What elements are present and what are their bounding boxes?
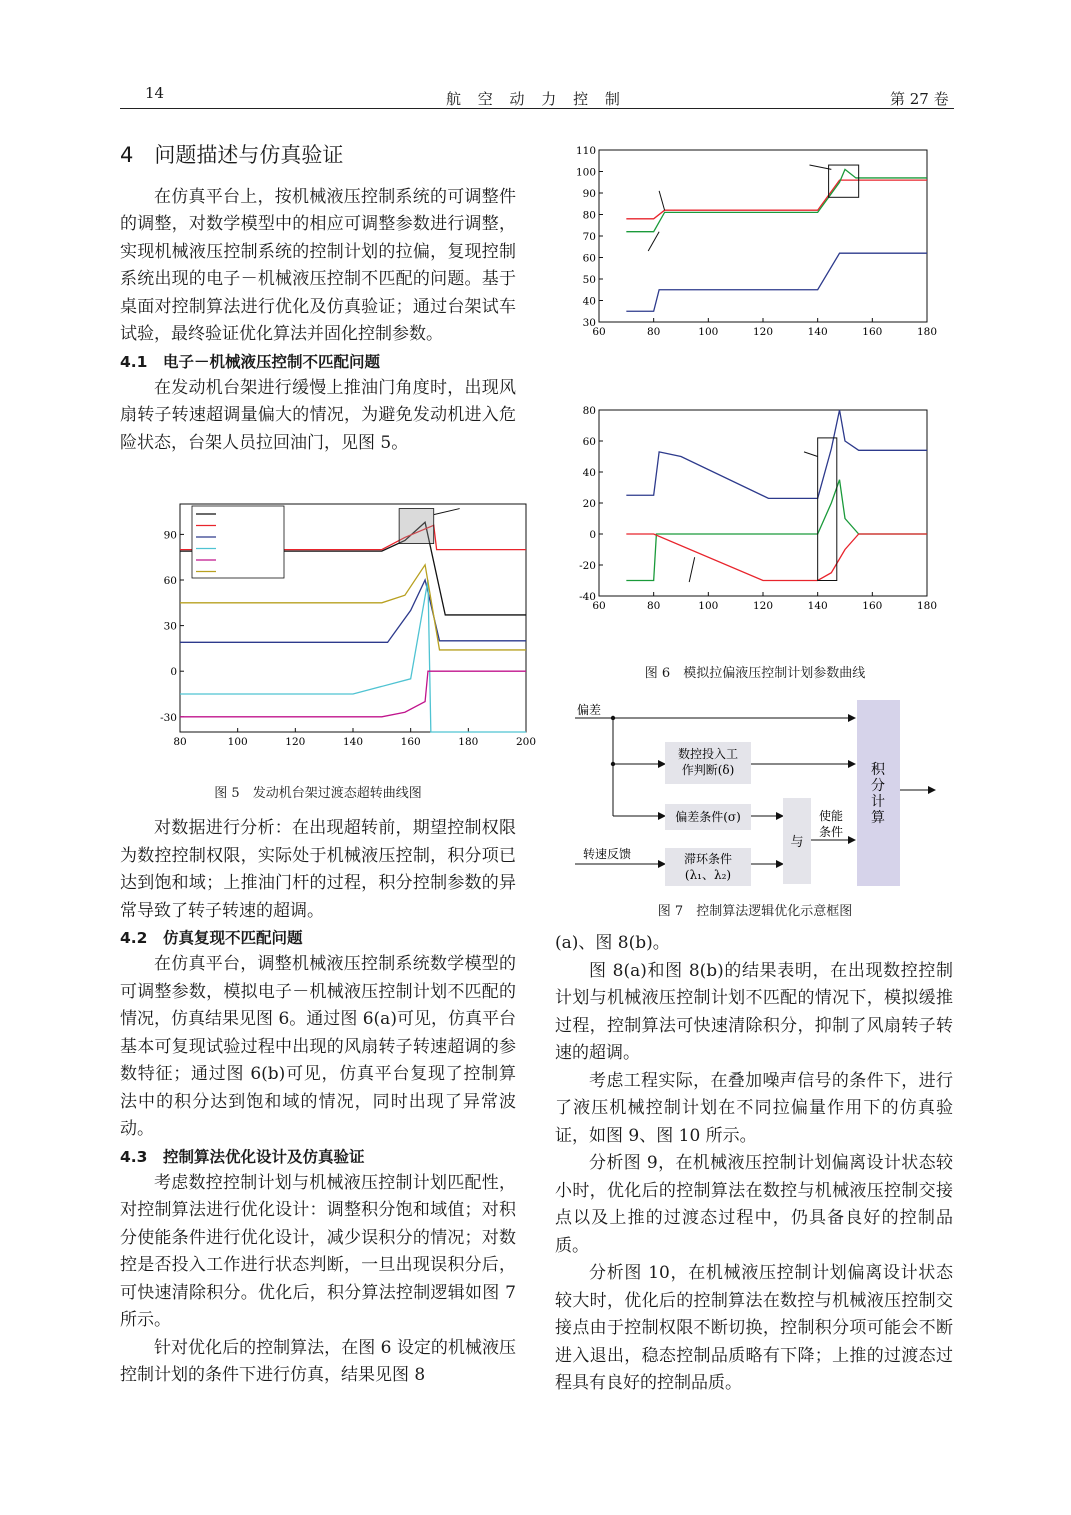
series-line	[626, 410, 927, 498]
y-tick-label: 60	[163, 575, 177, 587]
x-tick-label: 100	[227, 736, 248, 748]
block-nc-judge-line1: 数控投入工	[677, 747, 739, 761]
x-tick-label: 140	[807, 326, 828, 338]
y-tick-label: -20	[579, 560, 596, 572]
series-line	[626, 253, 927, 311]
figure-6-caption: 图 6 模拟拉偏液压控制计划参数曲线	[644, 666, 866, 681]
block-bias-condition-label: 偏差条件(σ)	[675, 810, 741, 824]
y-tick-label: 90	[582, 188, 596, 200]
block-hysteresis-line2: (λ₁、λ₂)	[684, 868, 732, 882]
series-line	[626, 169, 927, 231]
x-tick-label: 200	[515, 736, 537, 748]
x-tick-label: 180	[458, 736, 479, 748]
paragraph: 考虑工程实际，在叠加噪声信号的条件下，进行了液压机械控制计划在不同拉偏量作用下的仿真验证，如图 9、图 10 所示。	[555, 1070, 953, 1146]
plot-frame	[599, 410, 927, 596]
y-tick-label: 40	[582, 295, 596, 308]
y-tick-label: 30	[163, 620, 177, 633]
y-tick-label: 0	[170, 666, 177, 679]
paragraph: 分析图 10，在机械液压控制计划偏离设计状态较大时，优化后的控制算法在数控与机械液压控制交接点由于控制权限不断切换，控制积分项可能会不断进入退出，稳态控制品质略有下降；上推的过渡态过程具有良好的控制品质。	[555, 1263, 953, 1393]
y-tick-label: 0	[589, 529, 596, 541]
y-tick-label: 70	[582, 231, 596, 243]
series-line	[180, 580, 526, 642]
figure-6b-chart	[555, 390, 955, 655]
x-tick-label: 80	[646, 326, 661, 338]
section-title: 4 问题描述与仿真验证	[120, 143, 344, 167]
paragraph: 在仿真平台上，按机械液压控制系统的可调整件的调整，对数学模型中的相应可调整参数进行调整，实现机械液压控制系统的控制计划的拉偏，复现控制系统出现的电子－机械液压控制不匹配的问题。基于桌面对控制算法进行优化及仿真验证；通过台架试车试验，最终验证优化算法并固化控制参数。	[120, 186, 516, 344]
y-tick-label: 80	[582, 405, 596, 417]
label-enable-1: 使能	[818, 809, 844, 823]
x-tick-label: 140	[807, 600, 828, 612]
subsection-title: 4.2 仿真复现不匹配问题	[120, 929, 303, 947]
figure-7-diagram	[555, 698, 955, 893]
paragraph: 分析图 9，在机械液压控制计划偏离设计状态较小时，优化后的控制算法在数控与机械液压控制交接点以及上推的过渡态过程中，仍具备良好的控制品质。	[555, 1153, 953, 1256]
block-and-label: 与	[790, 835, 804, 850]
y-tick-label: 110	[575, 145, 596, 157]
block-integral-char: 算	[871, 810, 885, 826]
paragraph: 对数据进行分析：在出现超转前，期望控制权限为数控控制权限，实际处于机械液压控制，积分项已达到饱和域；上推油门杆的过程，积分控制参数的异常导致了转子转速的超调。	[120, 818, 516, 921]
left-column-bottom	[120, 815, 516, 1390]
label-bias: 偏差	[577, 703, 602, 717]
series-line	[626, 534, 927, 581]
y-tick-label: 90	[163, 529, 177, 542]
paragraph: 针对优化后的控制算法，在图 6 设定的机械液压控制计划的条件下进行仿真，结果见图 8	[120, 1337, 516, 1385]
x-tick-label: 160	[862, 600, 883, 612]
y-tick-label: 60	[582, 252, 596, 265]
x-tick-label: 120	[752, 326, 774, 338]
figure-5-chart	[120, 500, 537, 775]
header-rule	[120, 108, 954, 109]
y-tick-label: 100	[575, 166, 596, 179]
left-column-top	[120, 140, 516, 457]
y-tick-label: 30	[582, 317, 596, 329]
paragraph: 在发动机台架进行缓慢上推油门角度时，出现风扇转子转速超调量偏大的情况，为避免发动机进入危险状态，台架人员拉回油门，见图 5。	[120, 377, 516, 453]
legend-box	[192, 506, 284, 578]
x-tick-label: 180	[916, 600, 938, 612]
y-tick-label: 40	[582, 467, 596, 479]
annotation-arrow	[689, 557, 694, 582]
journal-title: 航 空 动 力 控 制	[446, 90, 626, 108]
annotation-arrow	[648, 232, 659, 251]
y-tick-label: 20	[582, 498, 596, 510]
x-tick-label: 100	[698, 600, 719, 612]
label-speed-feedback: 转速反馈	[583, 847, 632, 861]
block-integral-char: 计	[871, 794, 885, 810]
x-tick-label: 60	[592, 326, 606, 338]
x-tick-label: 160	[400, 736, 421, 748]
subsection-title: 4.1 电子－机械液压控制不匹配问题	[120, 352, 380, 371]
y-tick-label: 60	[582, 436, 596, 448]
x-tick-label: 80	[646, 600, 661, 612]
page-number: 14	[145, 84, 165, 102]
x-tick-label: 180	[916, 326, 938, 338]
annotation-arrow	[434, 509, 460, 515]
x-tick-label: 100	[698, 326, 719, 338]
volume-label: 第 27 卷	[890, 90, 949, 108]
x-tick-label: 60	[592, 600, 606, 612]
right-column-text	[555, 930, 953, 1398]
subsection-title: 4.3 控制算法优化设计及仿真验证	[120, 1147, 365, 1166]
annotation-arrow	[809, 165, 831, 169]
figure-5-caption: 图 5 发动机台架过渡态超转曲线图	[214, 786, 422, 801]
annotation-arrow	[804, 452, 818, 457]
x-tick-label: 120	[752, 600, 774, 612]
block-integral-char: 积	[871, 762, 885, 778]
figure-7-caption: 图 7 控制算法逻辑优化示意框图	[657, 904, 853, 919]
y-tick-label: 50	[582, 274, 596, 286]
highlight-box	[399, 509, 434, 544]
paragraph: 考虑数控控制计划与机械液压控制计划匹配性，对控制算法进行优化设计：调整积分饱和域值；对积分使能条件进行优化设计，减少误积分的情况；对数控是否投入工作进行状态判断，一旦出现误积分后，可快速清除积分。优化后，积分算法控制逻辑如图 7 所示。	[120, 1172, 516, 1330]
paragraph: (a)、图 8(b)。	[555, 933, 670, 953]
y-tick-label: -40	[579, 591, 596, 603]
y-tick-label: -30	[160, 711, 177, 724]
figure-6a-chart	[555, 130, 955, 380]
block-nc-judge-line2: 作判断(δ)	[681, 763, 735, 777]
paragraph: 在仿真平台，调整机械液压控制系统数学模型的可调整参数，模拟电子－机械液压控制计划不匹配的情况，仿真结果见图 6。通过图 6(a)可见，仿真平台基本可复现试验过程中出现的风扇转子转速超调的参数特征；通过图 6(b)可见，仿真平台复现了控制算法中的积分达到饱和域的情况，同时出现了异常波动。	[120, 954, 516, 1139]
x-tick-label: 140	[342, 736, 364, 748]
block-integral-char: 分	[871, 778, 885, 794]
paragraph: 图 8(a)和图 8(b)的结果表明，在出现数控控制计划与机械液压控制计划不匹配的情况下，模拟缓推过程，控制算法可快速清除积分，抑制了风扇转子转速的超调。	[555, 960, 953, 1063]
label-enable-2: 条件	[818, 825, 844, 839]
highlight-box	[818, 438, 837, 581]
x-tick-label: 120	[285, 736, 306, 748]
x-tick-label: 160	[862, 326, 883, 338]
annotation-arrow	[659, 191, 664, 210]
x-tick-label: 80	[173, 736, 187, 748]
plot-frame	[599, 150, 927, 322]
block-hysteresis-line1: 滞环条件	[683, 852, 733, 866]
highlight-box	[829, 165, 859, 197]
y-tick-label: 80	[582, 209, 596, 222]
series-line	[626, 480, 927, 581]
